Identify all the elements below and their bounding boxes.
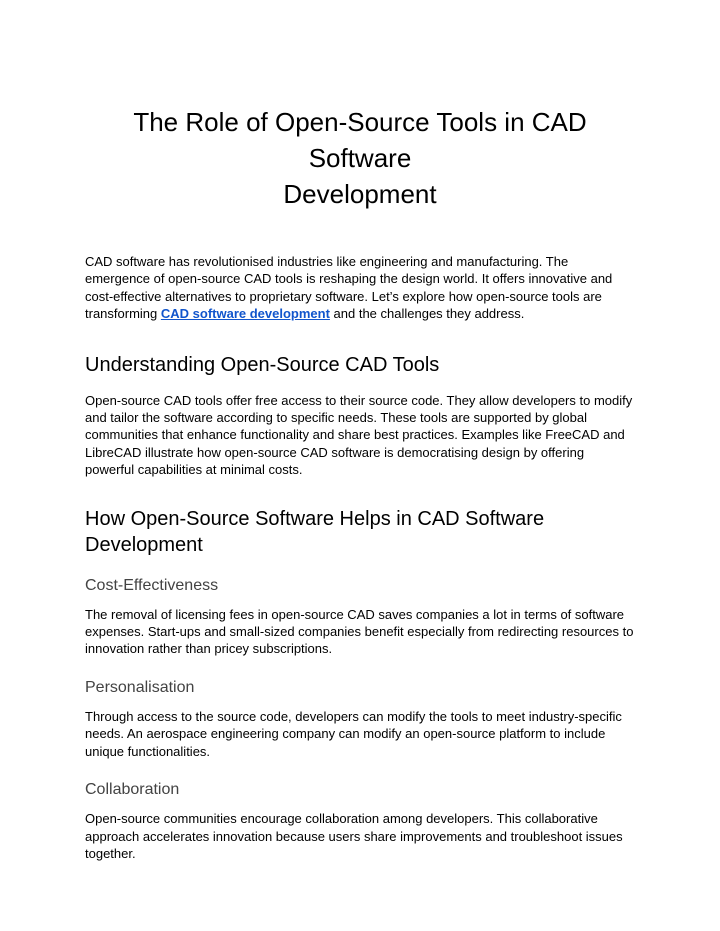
page-title-line-2: Development — [283, 179, 437, 209]
heading-cost-effectiveness: Cost-Effectiveness — [85, 576, 219, 594]
collaboration-paragraph: Open-source communities encourage collaboration among developers. This collaborative approach accelerates innovation because users share improvements and troubleshoot issues together. — [85, 811, 623, 861]
heading-how-helps: How Open-Source Software Helps in CAD Software Development — [85, 507, 545, 556]
heading-collaboration: Collaboration — [85, 781, 180, 799]
heading-personalisation: Personalisation — [85, 678, 195, 696]
personalisation-paragraph: Through access to the source code, developers can modify the tools to meet industry-specific needs. An aerospace engineering company can modify an open-source platform to include unique functionalities. — [85, 708, 622, 759]
intro-text-after-link: and the challenges they address. — [329, 306, 525, 322]
intro-text-before-link: CAD software has revolutionised industries like engineering and manufacturing. The emergence of open-source CAD tools is reshaping the design world. It offers innovative and cost-effective alternatives to proprietary software. Let’s explore how open-source tools are transforming — [85, 254, 613, 322]
page-title — [85, 104, 635, 212]
cost-paragraph: The removal of licensing fees in open-source CAD saves companies a lot in terms of software expenses. Start-ups and small-sized companies benefit especially from redirecting resources to innovation rather than pricey subscriptions. — [85, 606, 634, 657]
heading-understanding: Understanding Open-Source CAD Tools — [85, 353, 440, 376]
cad-software-development-link[interactable]: CAD software development — [160, 306, 330, 322]
understanding-paragraph: Open-source CAD tools offer free access to their source code. They allow developers to modify and tailor the software according to specific needs. These tools are supported by global communities that enhance functionality and share best practices. Examples like FreeCAD and LibreCAD illustrate how open-source CAD software is democratising design by offering powerful capabilities at minimal costs. — [85, 392, 633, 478]
intro-paragraph — [85, 253, 635, 323]
page-title-line-1: The Role of Open-Source Tools in CAD Software — [133, 107, 587, 173]
